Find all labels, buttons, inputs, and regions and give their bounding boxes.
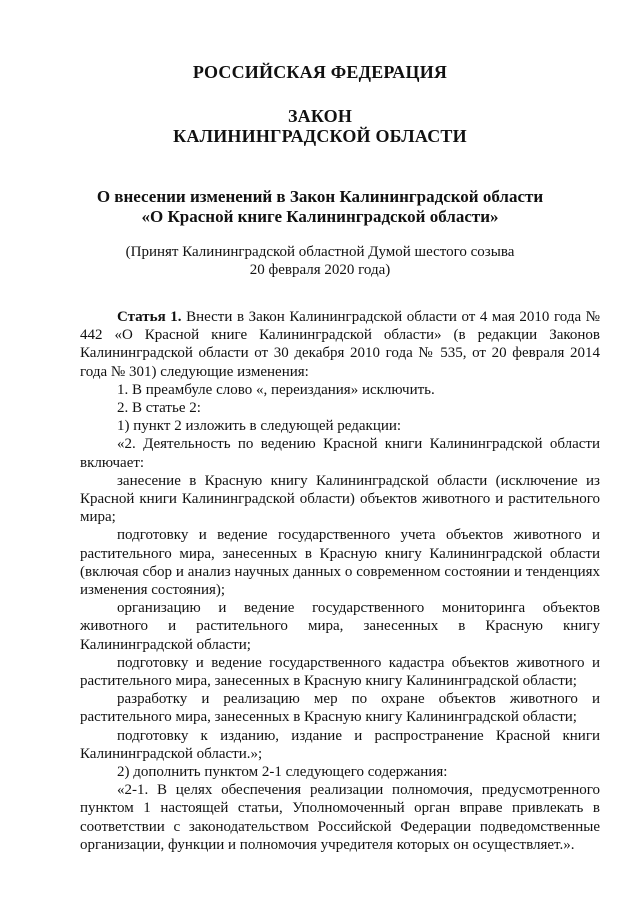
paragraph-listing: занесение в Красную книгу Калининградской области (исключение из Красной книги Калининградской области) объектов животного и растительного мира; (80, 472, 600, 526)
paragraph-cadastre: подготовку и ведение государственного кадастра объектов животного и растительного мира, занесенных в Красную книгу Калининградской области; (80, 654, 600, 690)
paragraph-point-2-1-text: «2-1. В целях обеспечения реализации полномочия, предусмотренного пунктом 1 настоящей статьи, Уполномоченный орган вправе привлекать в соответствии с законодательством Российской Федерации подведомственные организации, функции и полномочия учредителя которых он осуществляет.». (80, 782, 600, 853)
federation-heading: РОССИЙСКАЯ ФЕДЕРАЦИЯ (192, 62, 448, 82)
article-1-intro-text: Внести в Закон Калининградской области от 4 мая 2010 года № 442 «О Красной книге Калининградской области» (в редакции Законов Калининградской области от 30 декабря 2010 года № 535, от 20 февраля 2014 года № 301) следующие изменения: (80, 309, 600, 380)
paragraph-preamble-change: 1. В преамбуле слово «, переиздания» исключить. (117, 381, 435, 398)
paragraph-publication: подготовку к изданию, издание и распространение Красной книги Калининградской области.»; (80, 727, 600, 762)
paragraph-state-accounting: подготовку и ведение государственного учета объектов животного и растительного мира, занесенных в Красную книгу Калининградской области (включая сбор и анализ научных данных о современном состоянии и тенденциях изменения состояния); (80, 527, 600, 599)
region-heading: КАЛИНИНГРАДСКОЙ ОБЛАСТИ (173, 126, 467, 146)
article-1-intro (80, 308, 600, 381)
law-body (80, 308, 600, 854)
paragraph-point-2-new-wording: 1) пункт 2 изложить в следующей редакции: (117, 418, 402, 435)
article-1-label: Статья 1. (117, 309, 182, 325)
law-title-line-2: «О Красной книге Калининградской области» (141, 207, 499, 226)
paragraph-add-point-2-1: 2) дополнить пунктом 2-1 следующего содержания: (117, 764, 448, 781)
law-heading: ЗАКОН (287, 106, 353, 126)
paragraph-activity-includes: «2. Деятельность по ведению Красной книги Калининградской области включает: (80, 436, 600, 471)
paragraph-monitoring: организацию и ведение государственного мониторинга объектов животного и растительного мира, занесенных в Красную книгу Калининградской области; (80, 600, 600, 653)
law-title-line-1: О внесении изменений в Закон Калининградской области (96, 187, 544, 206)
paragraph-protection-measures: разработку и реализацию мер по охране объектов животного и растительного мира, занесенных в Красную книгу Калининградской области; (80, 691, 600, 726)
adoption-note-line-1: (Принят Калининградской областной Думой шестого созыва (125, 244, 515, 260)
paragraph-article-2: 2. В статье 2: (117, 400, 201, 417)
adoption-note-line-2: 20 февраля 2020 года) (249, 262, 391, 278)
